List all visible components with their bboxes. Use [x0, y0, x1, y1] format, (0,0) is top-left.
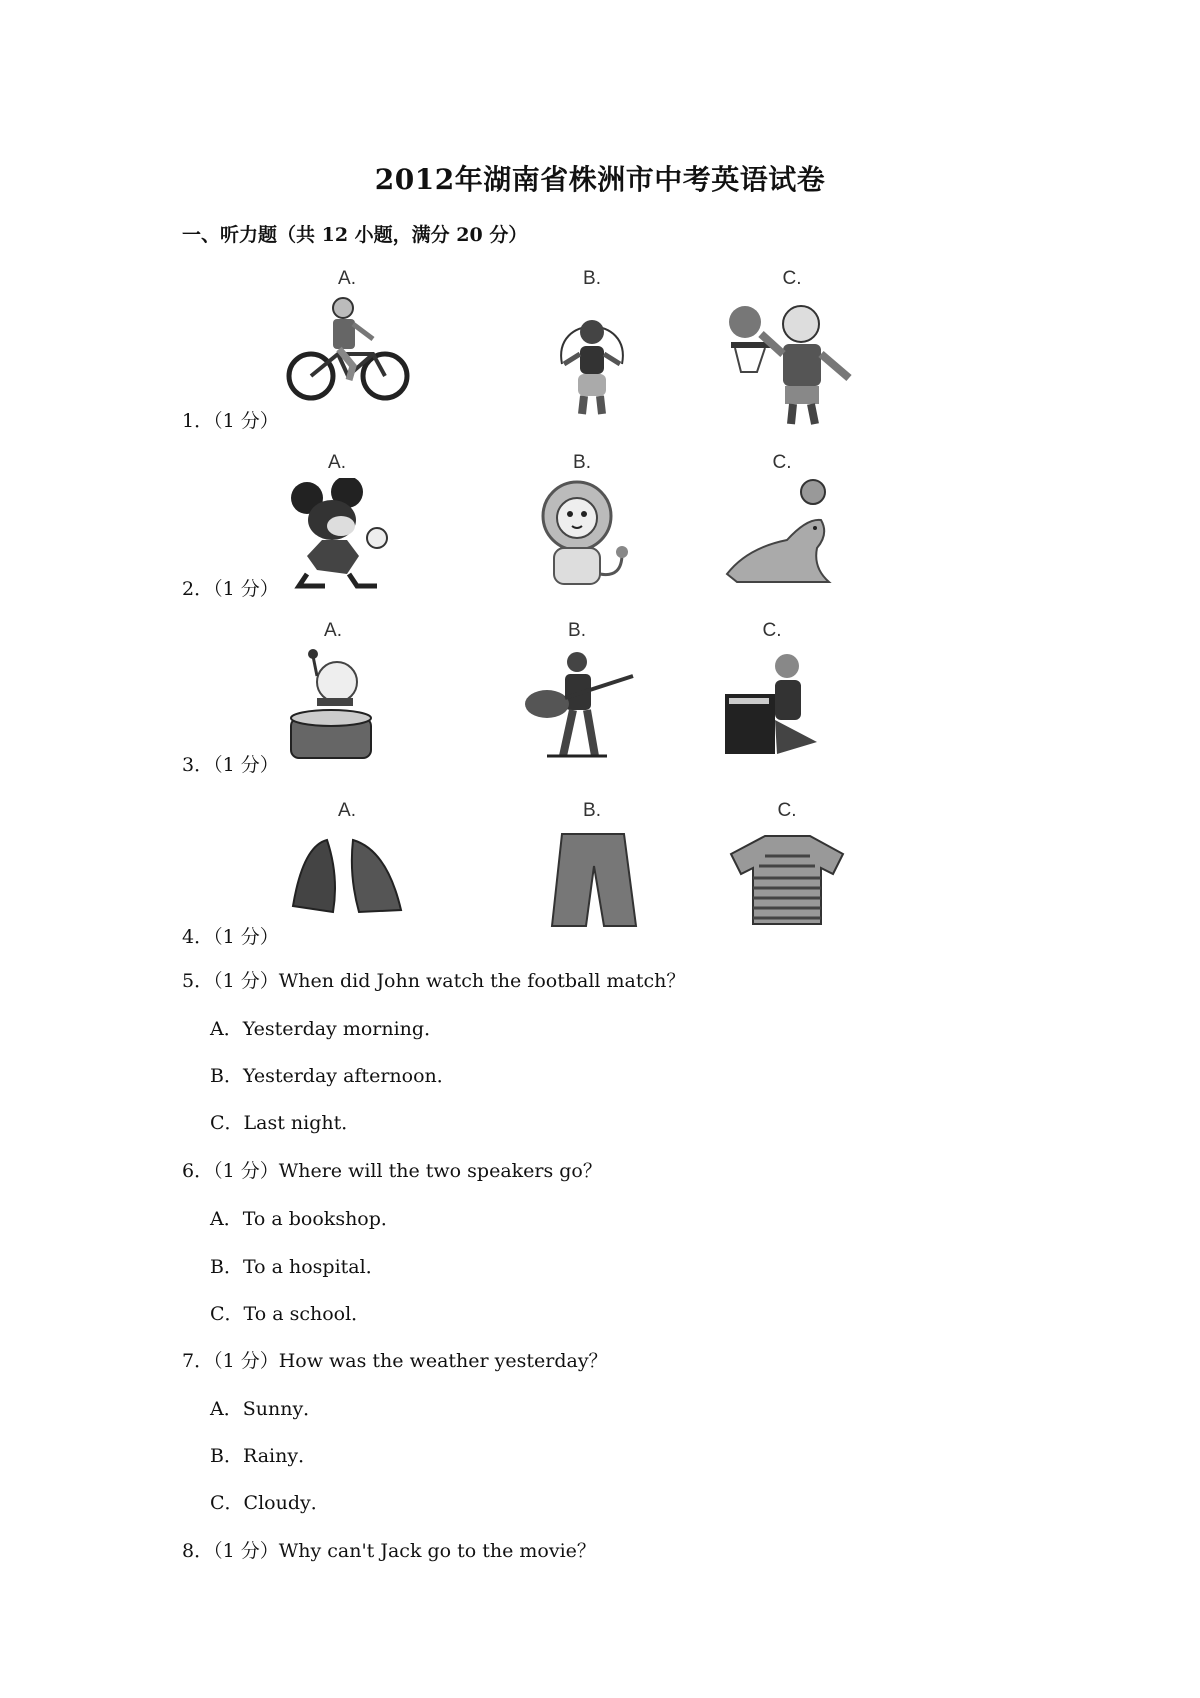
question-number: 1．（1 分） — [182, 410, 279, 432]
option-a[interactable] — [277, 800, 417, 931]
option-label: A. — [324, 620, 342, 641]
option-label: B. — [573, 452, 591, 473]
question-5: 5．（1 分）When did John watch the football match？ — [182, 970, 686, 992]
question-3 — [182, 620, 1082, 776]
option-c[interactable] — [722, 268, 862, 429]
choice-5b[interactable]: B．Yesterday afternoon． — [210, 1065, 456, 1087]
option-c[interactable] — [712, 452, 852, 590]
choice-7a[interactable]: A．Sunny． — [210, 1398, 323, 1420]
option-b[interactable] — [512, 620, 642, 766]
question-1 — [182, 268, 1082, 432]
option-label: A. — [338, 268, 356, 289]
option-label: A. — [338, 800, 356, 821]
boy-playing-basketball-icon — [723, 294, 861, 429]
choice-6b[interactable]: B．To a hospital． — [210, 1256, 385, 1278]
option-label: A. — [328, 452, 346, 473]
choice-7c[interactable]: C．Cloudy． — [210, 1492, 330, 1514]
option-label: C. — [782, 268, 802, 289]
choice-7b[interactable]: B．Rainy． — [210, 1445, 318, 1467]
choice-6a[interactable]: A．To a bookshop． — [210, 1208, 400, 1230]
choice-6c[interactable]: C．To a school． — [210, 1303, 371, 1325]
option-label: C. — [777, 800, 797, 821]
lion-icon — [522, 478, 642, 590]
option-label: C. — [772, 452, 792, 473]
striped-t-shirt-icon — [725, 826, 850, 931]
girl-jumping-rope-icon — [542, 294, 642, 422]
option-label: B. — [583, 800, 601, 821]
option-b[interactable] — [532, 800, 652, 931]
option-a[interactable] — [272, 452, 402, 590]
option-b[interactable] — [527, 268, 657, 422]
woman-playing-piano-icon — [717, 646, 827, 766]
question-4 — [182, 800, 1082, 948]
boy-riding-bike-icon — [283, 294, 411, 406]
option-c[interactable] — [717, 800, 857, 931]
option-label: B. — [583, 268, 601, 289]
question-2 — [182, 452, 1082, 600]
option-c[interactable] — [702, 620, 842, 766]
section-heading: 一、听力题（共 12 小题，满分 20 分） — [182, 224, 528, 246]
question-number: 4．（1 分） — [182, 926, 279, 948]
option-a[interactable] — [268, 620, 398, 766]
option-label: C. — [762, 620, 782, 641]
option-b[interactable] — [517, 452, 647, 590]
option-label: B. — [568, 620, 586, 641]
question-7: 7．（1 分）How was the weather yesterday？ — [182, 1350, 608, 1372]
question-number: 3．（1 分） — [182, 754, 279, 776]
question-6: 6．（1 分）Where will the two speakers go？ — [182, 1160, 602, 1182]
choice-5c[interactable]: C．Last night． — [210, 1112, 361, 1134]
exam-title: 2012年湖南省株洲市中考英语试卷 — [374, 163, 826, 196]
question-number: 2．（1 分） — [182, 578, 279, 600]
trousers-icon — [542, 826, 642, 931]
boy-playing-drum-icon — [283, 646, 383, 766]
shoes-icon — [283, 826, 411, 931]
seal-with-ball-icon — [717, 478, 847, 590]
man-playing-guitar-icon — [517, 646, 637, 766]
cartoon-mouse-icon — [277, 478, 397, 590]
option-a[interactable] — [282, 268, 412, 406]
choice-5a[interactable]: A．Yesterday morning． — [210, 1018, 444, 1040]
question-8: 8．（1 分）Why can't Jack go to the movie？ — [182, 1540, 596, 1562]
